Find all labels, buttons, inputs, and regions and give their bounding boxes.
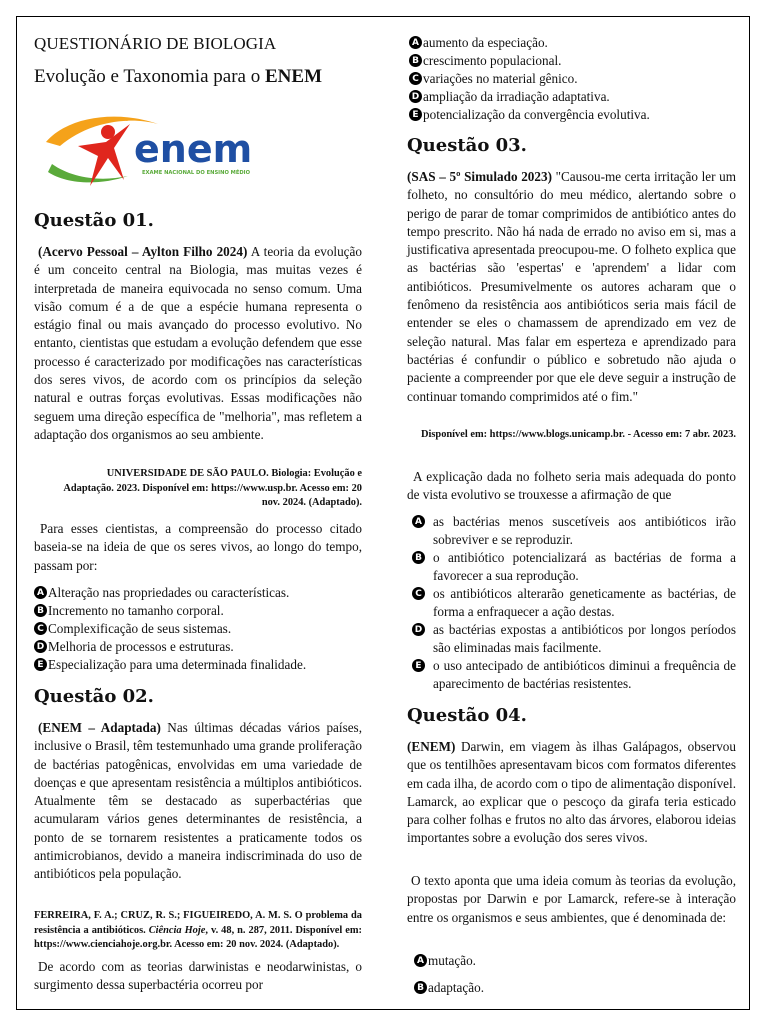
option-b-badge: B xyxy=(34,604,47,617)
q3-passage xyxy=(407,168,736,406)
q1-source-tag: (Acervo Pessoal – Aylton Filho 2024) xyxy=(38,244,248,259)
q1-passage xyxy=(34,243,362,444)
q2-option-a[interactable] xyxy=(409,34,739,52)
q1-option-e[interactable] xyxy=(34,656,362,674)
option-d-badge: D xyxy=(34,640,47,653)
q1-citation: UNIVERSIDADE DE SÃO PAULO. Biologia: Evolução e Adaptação. 2023. Disponível em: https://www.usp.br. Acesso em: 20 nov. 2024. (Adaptado). xyxy=(63,468,362,508)
q4-question: O texto aponta que uma ideia comum às teorias da evolução, propostas por Darwin e por Lamarck, refere-se à interação entre os organismos e seus ambientes, que é denominada de: xyxy=(407,873,736,925)
q2-option-b[interactable] xyxy=(409,52,739,70)
option-text: o antibiótico potencializará as bactérias de forma a favorecer a sua reprodução. xyxy=(433,550,736,583)
q1-option-a[interactable] xyxy=(34,584,362,602)
q2-citation xyxy=(34,909,362,953)
q3-citation: Disponível em: https://www.blogs.unicamp.br. - Acesso em: 7 abr. 2023. xyxy=(420,429,736,440)
option-text: mutação. xyxy=(428,953,476,968)
q1-passage-text: A teoria da evolução é um conceito central na Biologia, mas muitas vezes é interpretada de maneira equivocada no senso comum. Uma visão comum é a de que a espécie humana representa o estágio final ou mais avançado do processo evolutivo. No entanto, cientistas que estudam a evolução defendem que esse processo é caracterizado por modificações nas características dos seres vivos, de acordo com os princípios da seleção natural e outras forças evolutivas. Essas modificações não seguem uma direção específica de "melhoria", mas refletem a adaptação dos organismos ao seu ambiente. xyxy=(34,244,362,442)
option-text: potencialização da convergência evolutiva. xyxy=(423,107,650,122)
q4-passage xyxy=(407,738,736,848)
option-b-badge: B xyxy=(412,551,425,564)
option-text: as bactérias menos suscetíveis aos antibióticos irão sobreviver e se reproduzir. xyxy=(433,514,736,547)
q3-option-d[interactable] xyxy=(412,621,736,657)
option-text: Incremento no tamanho corporal. xyxy=(48,603,224,618)
q2-passage xyxy=(34,719,362,884)
q4-option-b[interactable] xyxy=(414,979,734,997)
option-b-badge: B xyxy=(414,981,427,994)
option-text: aumento da especiação. xyxy=(423,35,548,50)
option-c-badge: C xyxy=(412,587,425,600)
q2-passage-text: Nas últimas décadas vários países, inclusive o Brasil, têm testemunhado uma grande proliferação de bactérias patogênicas, envolvidas em uma variedade de doenças e que apresentam resistência a múltiplos antibióticos. Atualmente têm se destacado as superbactérias que acumularam vários genes determinantes de resistência, a ponto de se tornarem resistentes a praticamente todos os antimicrobianos, devido a maneira indiscriminada do uso de antibióticos pela população. xyxy=(34,720,362,882)
option-text: as bactérias expostas a antibióticos por longos períodos são eliminadas mais facilmente. xyxy=(433,622,736,655)
q2-source-tag: (ENEM – Adaptada) xyxy=(38,720,161,735)
option-text: variações no material gênico. xyxy=(423,71,578,86)
q2-citation-b: , v. 48, n. 287, 2011. Disponível em: https://www.cienciahoje.org.br. Acesso em: 20 nov. 2024. (Adaptado). xyxy=(34,924,362,950)
option-text: ampliação da irradiação adaptativa. xyxy=(423,89,610,104)
q2-options xyxy=(409,34,739,124)
q1-option-d[interactable] xyxy=(34,638,362,656)
q1-option-b[interactable] xyxy=(34,602,362,620)
option-text: adaptação. xyxy=(428,980,485,995)
q4-source-tag: (ENEM) xyxy=(407,739,456,754)
q3-heading: Questão 03. xyxy=(407,135,527,156)
option-c-badge: C xyxy=(409,72,422,85)
logo-wordmark: enem xyxy=(134,127,253,171)
q3-passage-text: "Causou-me certa irritação ler um folheto, no consultório do meu médico, alertando sobre o perigo de parar de tomar comprimidos de antibiótico antes do tempo prescrito. Não há nada de errado no aviso em si, mas a justificativa apresentada preocupou-me. O folheto explica que as bactérias são 'espertas' e 'aprendem' a lidar com antibióticos. Presumivelmente os autores acharam que o fenômeno da resistência aos antibióticos seria mais fácil de entender se eles o chamassem de aprendizado em vez de seleção natural. Mas falar em esperteza e aprendizado para bactérias é confundir o público e sobretudo não ajuda o paciente a compreender por que ele deve seguir a instrução de continuar tomando comprimidos até o fim." xyxy=(407,169,736,404)
option-e-badge: E xyxy=(409,108,422,121)
option-text: Melhoria de processos e estruturas. xyxy=(48,639,234,654)
enem-logo xyxy=(38,102,253,198)
q3-option-a[interactable] xyxy=(412,513,736,549)
q3-option-e[interactable] xyxy=(412,657,736,693)
document-title: QUESTIONÁRIO DE BIOLOGIA xyxy=(34,34,277,53)
option-text: Especialização para uma determinada finalidade. xyxy=(48,657,307,672)
q3-question: A explicação dada no folheto seria mais adequada do ponto de vista evolutivo se trouxesse a afirmação de que xyxy=(407,469,736,503)
option-a-badge: A xyxy=(414,954,427,967)
option-e-badge: E xyxy=(34,658,47,671)
option-e-badge: E xyxy=(412,659,425,672)
q2-citation-a: FERREIRA, F. A.; CRUZ, R. S.; FIGUEIREDO, A. M. S. O problema da resistência a antibióticos. xyxy=(34,910,362,936)
option-d-badge: D xyxy=(409,90,422,103)
q2-question: De acordo com as teorias darwinistas e neodarwinistas, o surgimento dessa superbactéria ocorreu por xyxy=(34,959,362,993)
q3-option-c[interactable] xyxy=(412,585,736,621)
q3-options xyxy=(412,513,736,693)
q2-heading: Questão 02. xyxy=(34,686,154,707)
q4-option-a[interactable] xyxy=(414,952,734,970)
subtitle-bold: ENEM xyxy=(265,66,322,87)
q4-options xyxy=(414,952,734,997)
option-a-badge: A xyxy=(34,586,47,599)
subtitle-text: Evolução e Taxonomia para o xyxy=(34,66,265,87)
q2-option-d[interactable] xyxy=(409,88,739,106)
q2-option-e[interactable] xyxy=(409,106,739,124)
option-text: crescimento populacional. xyxy=(423,53,562,68)
option-b-badge: B xyxy=(409,54,422,67)
q4-heading: Questão 04. xyxy=(407,705,527,726)
option-text: os antibióticos alterarão geneticamente as bactérias, de forma a enfraquecer a ação destas. xyxy=(433,586,736,619)
q4-passage-text: Darwin, em viagem às ilhas Galápagos, observou que os tentilhões apresentavam bicos com formatos diferentes em cada ilha, de acordo com o tipo de alimentação disponível. Lamarck, ao explicar que o pescoço da girafa teria esticado para colher folhas e frutos no alto das árvores, elaborou ideias importantes sobre a evolução dos seres vivos. xyxy=(407,739,736,846)
option-c-badge: C xyxy=(34,622,47,635)
q2-citation-journal: Ciência Hoje xyxy=(148,924,206,936)
option-text: Complexificação de seus sistemas. xyxy=(48,621,232,636)
q3-source-tag: (SAS – 5º Simulado 2023) xyxy=(407,169,552,184)
q3-option-b[interactable] xyxy=(412,549,736,585)
q1-options xyxy=(34,584,362,674)
option-text: o uso antecipado de antibióticos diminui a frequência de aparecimento de bactérias resistentes. xyxy=(433,658,736,691)
document-subtitle xyxy=(34,66,322,88)
logo-tagline: EXAME NACIONAL DO ENSINO MÉDIO xyxy=(142,170,251,176)
option-a-badge: A xyxy=(412,515,425,528)
q2-option-c[interactable] xyxy=(409,70,739,88)
option-d-badge: D xyxy=(412,623,425,636)
q1-question: Para esses cientistas, a compreensão do processo citado baseia-se na ideia de que os seres vivos, ao longo do tempo, passam por: xyxy=(34,521,362,573)
option-a-badge: A xyxy=(409,36,422,49)
q1-heading: Questão 01. xyxy=(34,210,154,231)
q1-option-c[interactable] xyxy=(34,620,362,638)
option-text: Alteração nas propriedades ou características. xyxy=(48,585,290,600)
